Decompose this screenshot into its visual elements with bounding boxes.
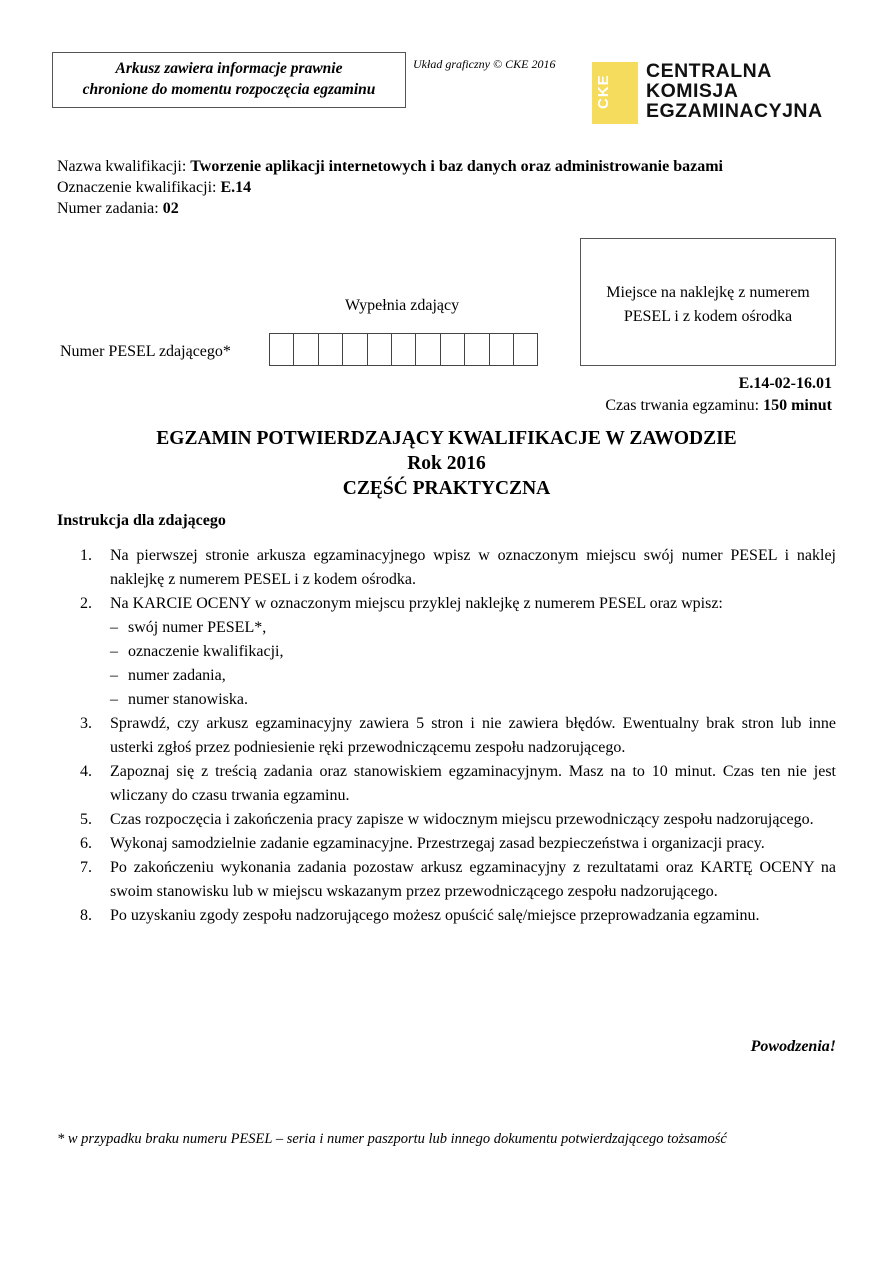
pesel-cell[interactable] — [318, 333, 343, 366]
item-text: Po zakończeniu wykonania zadania pozostaw arkusz egzaminacyjny z rezultatami oraz KARTĘ OCENY na swoim stanowisku lub w miejscu wskazanym przez przewodniczącego zespołu nadzorującego. — [110, 859, 836, 900]
sub-item-text: numer zadania, — [128, 667, 226, 684]
qualification-name — [57, 158, 723, 176]
good-luck-text: Powodzenia! — [750, 1038, 836, 1055]
pesel-input-cells[interactable] — [269, 333, 537, 366]
dash: – — [110, 619, 118, 636]
logo-mark: CKE — [595, 74, 612, 110]
dash: – — [110, 643, 118, 660]
exam-code: E.14-02-16.01 — [738, 375, 832, 392]
sub-item — [110, 616, 836, 640]
notice-line-2: chronione do momentu rozpoczęcia egzaminu — [82, 81, 376, 98]
qualification-name-value: Tworzenie aplikacji internetowych i baz danych oraz administrowanie bazami — [190, 158, 723, 175]
item-number: 1. — [80, 547, 92, 564]
instructions-heading: Instrukcja dla zdającego — [57, 512, 226, 529]
footnote: * w przypadku braku numeru PESEL – seria i numer paszportu lub innego dokumentu potwierdzającego tożsamość — [57, 1131, 727, 1147]
task-number — [57, 200, 179, 218]
dash: – — [110, 691, 118, 708]
sub-item — [110, 688, 836, 712]
item-number: 4. — [80, 763, 92, 780]
item-text: Po uzyskaniu zgody zespołu nadzorującego możesz opuścić salę/miejsce przeprowadzania egzaminu. — [110, 907, 760, 924]
sticker-line-2: PESEL i z kodem ośrodka — [623, 308, 793, 325]
sub-item — [110, 640, 836, 664]
exam-part: CZĘŚĆ PRAKTYCZNA — [342, 478, 551, 499]
pesel-cell[interactable] — [342, 333, 367, 366]
instructions-list — [57, 544, 836, 928]
logo-text — [646, 61, 823, 121]
pesel-cell[interactable] — [367, 333, 392, 366]
cke-logo — [583, 52, 836, 130]
sub-list — [110, 616, 836, 712]
task-number-value: 02 — [162, 200, 179, 217]
pesel-cell[interactable] — [464, 333, 489, 366]
qualification-code — [57, 179, 251, 197]
logo-line-2: KOMISJA — [646, 80, 739, 102]
instruction-item — [57, 856, 836, 904]
instruction-item — [57, 832, 836, 856]
sub-item — [110, 664, 836, 688]
item-number: 2. — [80, 595, 92, 612]
instruction-item — [57, 544, 836, 592]
logo-line-1: CENTRALNA — [646, 60, 772, 82]
item-text: Sprawdź, czy arkusz egzaminacyjny zawiera 5 stron i nie zawiera błędów. Ewentualny brak stron lub inne usterki zgłoś przez podniesienie ręki przewodniczącemu zespołu nadzorującego. — [110, 715, 836, 756]
qualification-code-label: Oznaczenie kwalifikacji: — [57, 179, 221, 196]
item-text: Na pierwszej stronie arkusza egzaminacyjnego wpisz w oznaczonym miejscu swój numer PESEL i naklej naklejkę z numerem PESEL i z kodem ośrodka. — [110, 547, 836, 588]
fill-by-candidate-label: Wypełnia zdający — [345, 297, 460, 314]
sub-item-text: swój numer PESEL*, — [128, 619, 267, 636]
pesel-label: Numer PESEL zdającego* — [60, 343, 231, 360]
pesel-cell[interactable] — [269, 333, 294, 366]
sub-item-text: numer stanowiska. — [128, 691, 248, 708]
pesel-cell[interactable] — [293, 333, 318, 366]
pesel-cell[interactable] — [415, 333, 440, 366]
instruction-item — [57, 904, 836, 928]
task-number-label: Numer zadania: — [57, 200, 163, 217]
item-number: 3. — [80, 715, 92, 732]
qualification-code-value: E.14 — [220, 179, 252, 196]
pesel-cell[interactable] — [513, 333, 538, 366]
sub-item-text: oznaczenie kwalifikacji, — [128, 643, 284, 660]
pesel-cell[interactable] — [489, 333, 514, 366]
item-number: 5. — [80, 811, 92, 828]
pesel-cell[interactable] — [440, 333, 465, 366]
item-text: Wykonaj samodzielnie zadanie egzaminacyjne. Przestrzegaj zasad bezpieczeństwa i organizacji pracy. — [110, 835, 765, 852]
instruction-item — [57, 592, 836, 712]
item-text: Czas rozpoczęcia i zakończenia pracy zapisze w widocznym miejscu przewodniczący zespołu nadzorującego. — [110, 811, 814, 828]
exam-year: Rok 2016 — [407, 453, 486, 474]
item-number: 8. — [80, 907, 92, 924]
duration-label: Czas trwania egzaminu: — [605, 397, 764, 414]
layout-credit: Układ graficzny © CKE 2016 — [413, 57, 556, 71]
qualification-name-label: Nazwa kwalifikacji: — [57, 158, 191, 175]
item-number: 7. — [80, 859, 92, 876]
notice-line-1: Arkusz zawiera informacje prawnie — [115, 60, 343, 77]
logo-line-3: EGZAMINACYJNA — [646, 100, 823, 122]
instruction-item — [57, 808, 836, 832]
confidential-notice-box — [52, 52, 406, 108]
sticker-line-1: Miejsce na naklejkę z numerem — [606, 284, 810, 301]
duration-value: 150 minut — [763, 397, 832, 414]
exam-duration — [605, 397, 832, 415]
item-number: 6. — [80, 835, 92, 852]
instruction-item — [57, 760, 836, 808]
item-text: Zapoznaj się z treścią zadania oraz stanowiskiem egzaminacyjnym. Masz na to 10 minut. Czas ten nie jest wliczany do czasu trwania egzaminu. — [110, 763, 836, 804]
pesel-cell[interactable] — [391, 333, 416, 366]
dash: – — [110, 667, 118, 684]
exam-title: EGZAMIN POTWIERDZAJĄCY KWALIFIKACJE W ZAWODZIE — [156, 428, 737, 449]
instruction-item — [57, 712, 836, 760]
item-text: Na KARCIE OCENY w oznaczonym miejscu przyklej naklejkę z numerem PESEL oraz wpisz: — [110, 595, 723, 612]
sticker-placeholder-box — [580, 238, 836, 366]
